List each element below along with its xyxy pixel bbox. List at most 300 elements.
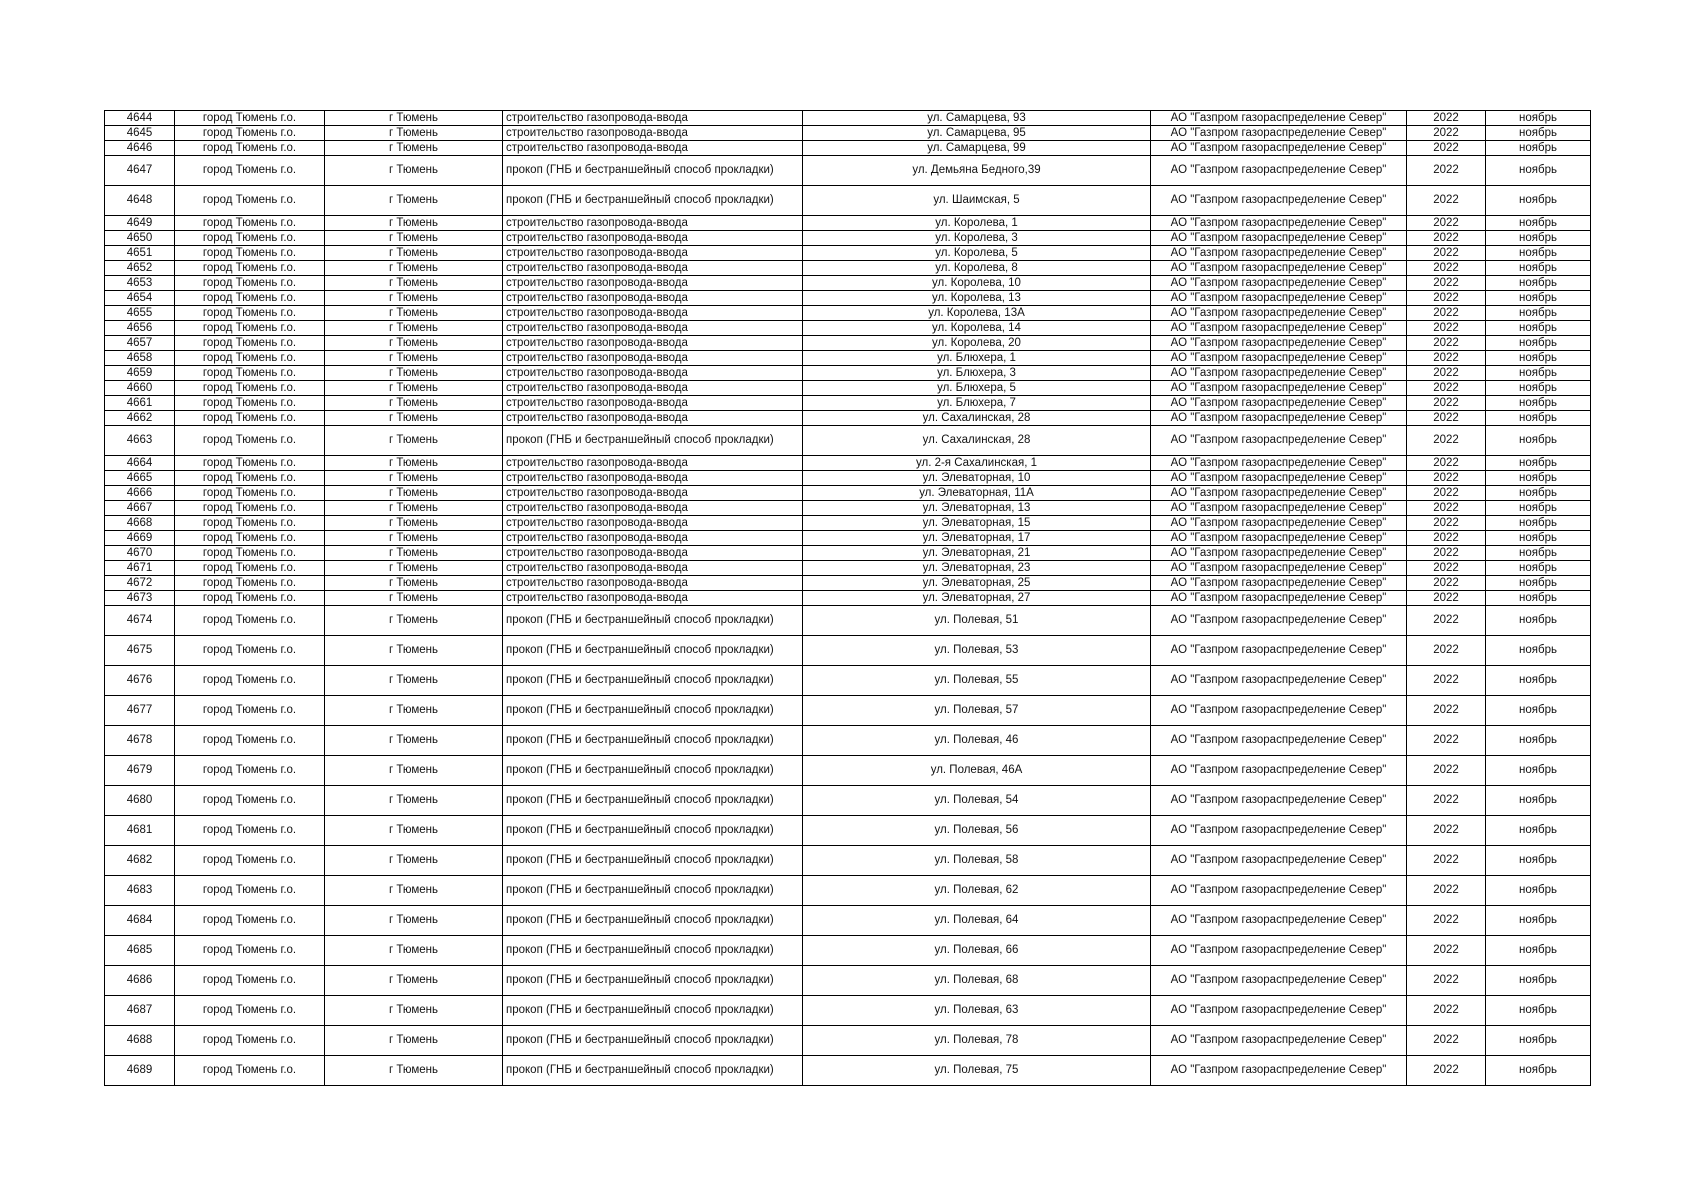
month-cell: ноябрь [1486, 561, 1591, 576]
year-cell: 2022 [1407, 726, 1486, 756]
month-cell: ноябрь [1486, 306, 1591, 321]
municipality-cell: город Тюмень г.о. [175, 291, 325, 306]
table-row [105, 366, 1591, 381]
month-cell: ноябрь [1486, 246, 1591, 261]
locality-cell: г Тюмень [325, 516, 503, 531]
month-cell: ноябрь [1486, 546, 1591, 561]
municipality-cell: город Тюмень г.о. [175, 396, 325, 411]
year-cell: 2022 [1407, 1026, 1486, 1056]
municipality-cell: город Тюмень г.о. [175, 1056, 325, 1086]
organization-cell: АО "Газпром газораспределение Север" [1151, 231, 1407, 246]
year-cell: 2022 [1407, 876, 1486, 906]
work-type-cell: прокоп (ГНБ и бестраншейный способ прокладки) [503, 936, 803, 966]
work-type-cell: строительство газопровода-ввода [503, 126, 803, 141]
table-row [105, 141, 1591, 156]
locality-cell: г Тюмень [325, 186, 503, 216]
table-row [105, 666, 1591, 696]
year-cell: 2022 [1407, 531, 1486, 546]
table-row [105, 816, 1591, 846]
year-cell: 2022 [1407, 396, 1486, 411]
row-number-cell: 4645 [105, 126, 175, 141]
locality-cell: г Тюмень [325, 666, 503, 696]
row-number-cell: 4670 [105, 546, 175, 561]
row-number-cell: 4659 [105, 366, 175, 381]
table-row [105, 786, 1591, 816]
organization-cell: АО "Газпром газораспределение Север" [1151, 996, 1407, 1026]
locality-cell: г Тюмень [325, 411, 503, 426]
municipality-cell: город Тюмень г.о. [175, 606, 325, 636]
address-cell: ул. Самарцева, 95 [803, 126, 1151, 141]
table-row [105, 696, 1591, 726]
municipality-cell: город Тюмень г.о. [175, 306, 325, 321]
locality-cell: г Тюмень [325, 306, 503, 321]
month-cell: ноябрь [1486, 381, 1591, 396]
row-number-cell: 4666 [105, 486, 175, 501]
month-cell: ноябрь [1486, 231, 1591, 246]
work-type-cell: строительство газопровода-ввода [503, 396, 803, 411]
locality-cell: г Тюмень [325, 501, 503, 516]
address-cell: ул. Блюхера, 3 [803, 366, 1151, 381]
table-row [105, 531, 1591, 546]
table-row [105, 306, 1591, 321]
row-number-cell: 4688 [105, 1026, 175, 1056]
organization-cell: АО "Газпром газораспределение Север" [1151, 846, 1407, 876]
locality-cell: г Тюмень [325, 816, 503, 846]
year-cell: 2022 [1407, 156, 1486, 186]
work-type-cell: строительство газопровода-ввода [503, 576, 803, 591]
locality-cell: г Тюмень [325, 456, 503, 471]
municipality-cell: город Тюмень г.о. [175, 591, 325, 606]
month-cell: ноябрь [1486, 336, 1591, 351]
locality-cell: г Тюмень [325, 321, 503, 336]
address-cell: ул. Полевая, 66 [803, 936, 1151, 966]
table-row [105, 156, 1591, 186]
address-cell: ул. Самарцева, 99 [803, 141, 1151, 156]
municipality-cell: город Тюмень г.о. [175, 486, 325, 501]
address-cell: ул. Блюхера, 1 [803, 351, 1151, 366]
locality-cell: г Тюмень [325, 876, 503, 906]
work-type-cell: строительство газопровода-ввода [503, 516, 803, 531]
work-type-cell: строительство газопровода-ввода [503, 336, 803, 351]
year-cell: 2022 [1407, 516, 1486, 531]
organization-cell: АО "Газпром газораспределение Север" [1151, 261, 1407, 276]
locality-cell: г Тюмень [325, 351, 503, 366]
row-number-cell: 4685 [105, 936, 175, 966]
row-number-cell: 4682 [105, 846, 175, 876]
table-row [105, 276, 1591, 291]
month-cell: ноябрь [1486, 531, 1591, 546]
table-body [105, 111, 1591, 1086]
table-row [105, 456, 1591, 471]
locality-cell: г Тюмень [325, 966, 503, 996]
municipality-cell: город Тюмень г.о. [175, 876, 325, 906]
row-number-cell: 4689 [105, 1056, 175, 1086]
address-cell: ул. Полевая, 62 [803, 876, 1151, 906]
locality-cell: г Тюмень [325, 276, 503, 291]
month-cell: ноябрь [1486, 186, 1591, 216]
month-cell: ноябрь [1486, 996, 1591, 1026]
municipality-cell: город Тюмень г.о. [175, 156, 325, 186]
row-number-cell: 4656 [105, 321, 175, 336]
year-cell: 2022 [1407, 486, 1486, 501]
month-cell: ноябрь [1486, 351, 1591, 366]
work-type-cell: прокоп (ГНБ и бестраншейный способ прокладки) [503, 906, 803, 936]
month-cell: ноябрь [1486, 906, 1591, 936]
month-cell: ноябрь [1486, 516, 1591, 531]
year-cell: 2022 [1407, 126, 1486, 141]
locality-cell: г Тюмень [325, 126, 503, 141]
organization-cell: АО "Газпром газораспределение Север" [1151, 501, 1407, 516]
organization-cell: АО "Газпром газораспределение Север" [1151, 111, 1407, 126]
row-number-cell: 4653 [105, 276, 175, 291]
organization-cell: АО "Газпром газораспределение Север" [1151, 426, 1407, 456]
address-cell: ул. Элеваторная, 25 [803, 576, 1151, 591]
work-type-cell: прокоп (ГНБ и бестраншейный способ прокладки) [503, 696, 803, 726]
organization-cell: АО "Газпром газораспределение Север" [1151, 966, 1407, 996]
address-cell: ул. Королева, 1 [803, 216, 1151, 231]
month-cell: ноябрь [1486, 321, 1591, 336]
row-number-cell: 4677 [105, 696, 175, 726]
address-cell: ул. Полевая, 46 [803, 726, 1151, 756]
address-cell: ул. Полевая, 78 [803, 1026, 1151, 1056]
work-type-cell: строительство газопровода-ввода [503, 216, 803, 231]
work-type-cell: строительство газопровода-ввода [503, 231, 803, 246]
municipality-cell: город Тюмень г.о. [175, 696, 325, 726]
work-type-cell: строительство газопровода-ввода [503, 531, 803, 546]
address-cell: ул. Полевая, 57 [803, 696, 1151, 726]
table-row [105, 606, 1591, 636]
work-type-cell: строительство газопровода-ввода [503, 261, 803, 276]
table-row [105, 561, 1591, 576]
organization-cell: АО "Газпром газораспределение Север" [1151, 816, 1407, 846]
month-cell: ноябрь [1486, 126, 1591, 141]
municipality-cell: город Тюмень г.о. [175, 666, 325, 696]
address-cell: ул. Полевая, 53 [803, 636, 1151, 666]
row-number-cell: 4658 [105, 351, 175, 366]
year-cell: 2022 [1407, 186, 1486, 216]
row-number-cell: 4673 [105, 591, 175, 606]
address-cell: ул. Элеваторная, 23 [803, 561, 1151, 576]
work-type-cell: строительство газопровода-ввода [503, 291, 803, 306]
municipality-cell: город Тюмень г.о. [175, 561, 325, 576]
table-row [105, 906, 1591, 936]
organization-cell: АО "Газпром газораспределение Север" [1151, 636, 1407, 666]
month-cell: ноябрь [1486, 876, 1591, 906]
municipality-cell: город Тюмень г.о. [175, 756, 325, 786]
municipality-cell: город Тюмень г.о. [175, 426, 325, 456]
row-number-cell: 4649 [105, 216, 175, 231]
locality-cell: г Тюмень [325, 591, 503, 606]
organization-cell: АО "Газпром газораспределение Север" [1151, 336, 1407, 351]
address-cell: ул. Королева, 14 [803, 321, 1151, 336]
organization-cell: АО "Газпром газораспределение Север" [1151, 291, 1407, 306]
municipality-cell: город Тюмень г.о. [175, 126, 325, 141]
month-cell: ноябрь [1486, 591, 1591, 606]
row-number-cell: 4686 [105, 966, 175, 996]
work-type-cell: строительство газопровода-ввода [503, 411, 803, 426]
organization-cell: АО "Газпром газораспределение Север" [1151, 306, 1407, 321]
year-cell: 2022 [1407, 1056, 1486, 1086]
gas-works-table [104, 110, 1591, 1086]
locality-cell: г Тюмень [325, 1026, 503, 1056]
row-number-cell: 4669 [105, 531, 175, 546]
work-type-cell: строительство газопровода-ввода [503, 246, 803, 261]
organization-cell: АО "Газпром газораспределение Север" [1151, 876, 1407, 906]
address-cell: ул. Полевая, 64 [803, 906, 1151, 936]
locality-cell: г Тюмень [325, 426, 503, 456]
year-cell: 2022 [1407, 291, 1486, 306]
work-type-cell: строительство газопровода-ввода [503, 471, 803, 486]
year-cell: 2022 [1407, 636, 1486, 666]
month-cell: ноябрь [1486, 426, 1591, 456]
month-cell: ноябрь [1486, 291, 1591, 306]
year-cell: 2022 [1407, 666, 1486, 696]
organization-cell: АО "Газпром газораспределение Север" [1151, 321, 1407, 336]
municipality-cell: город Тюмень г.о. [175, 1026, 325, 1056]
work-type-cell: строительство газопровода-ввода [503, 501, 803, 516]
address-cell: ул. Элеваторная, 10 [803, 471, 1151, 486]
work-type-cell: строительство газопровода-ввода [503, 486, 803, 501]
month-cell: ноябрь [1486, 141, 1591, 156]
locality-cell: г Тюмень [325, 156, 503, 186]
year-cell: 2022 [1407, 216, 1486, 231]
address-cell: ул. Блюхера, 5 [803, 381, 1151, 396]
municipality-cell: город Тюмень г.о. [175, 786, 325, 816]
row-number-cell: 4683 [105, 876, 175, 906]
locality-cell: г Тюмень [325, 636, 503, 666]
organization-cell: АО "Газпром газораспределение Север" [1151, 351, 1407, 366]
table-row [105, 396, 1591, 411]
municipality-cell: город Тюмень г.о. [175, 111, 325, 126]
table-row [105, 321, 1591, 336]
organization-cell: АО "Газпром газораспределение Север" [1151, 666, 1407, 696]
address-cell: ул. Сахалинская, 28 [803, 426, 1151, 456]
work-type-cell: прокоп (ГНБ и бестраншейный способ прокладки) [503, 156, 803, 186]
year-cell: 2022 [1407, 336, 1486, 351]
address-cell: ул. Королева, 13А [803, 306, 1151, 321]
locality-cell: г Тюмень [325, 486, 503, 501]
row-number-cell: 4672 [105, 576, 175, 591]
month-cell: ноябрь [1486, 666, 1591, 696]
organization-cell: АО "Газпром газораспределение Север" [1151, 126, 1407, 141]
year-cell: 2022 [1407, 411, 1486, 426]
year-cell: 2022 [1407, 561, 1486, 576]
work-type-cell: прокоп (ГНБ и бестраншейный способ прокладки) [503, 636, 803, 666]
table-row [105, 486, 1591, 501]
month-cell: ноябрь [1486, 366, 1591, 381]
locality-cell: г Тюмень [325, 936, 503, 966]
year-cell: 2022 [1407, 996, 1486, 1026]
locality-cell: г Тюмень [325, 786, 503, 816]
row-number-cell: 4648 [105, 186, 175, 216]
organization-cell: АО "Газпром газораспределение Север" [1151, 561, 1407, 576]
locality-cell: г Тюмень [325, 471, 503, 486]
table-row [105, 351, 1591, 366]
table-row [105, 546, 1591, 561]
year-cell: 2022 [1407, 966, 1486, 996]
table-row [105, 936, 1591, 966]
year-cell: 2022 [1407, 381, 1486, 396]
organization-cell: АО "Газпром газораспределение Север" [1151, 471, 1407, 486]
year-cell: 2022 [1407, 261, 1486, 276]
work-type-cell: прокоп (ГНБ и бестраншейный способ прокладки) [503, 786, 803, 816]
table-row [105, 1026, 1591, 1056]
row-number-cell: 4655 [105, 306, 175, 321]
address-cell: ул. Элеваторная, 21 [803, 546, 1151, 561]
organization-cell: АО "Газпром газораспределение Север" [1151, 936, 1407, 966]
locality-cell: г Тюмень [325, 396, 503, 411]
address-cell: ул. Сахалинская, 28 [803, 411, 1151, 426]
municipality-cell: город Тюмень г.о. [175, 636, 325, 666]
table-row [105, 996, 1591, 1026]
organization-cell: АО "Газпром газораспределение Север" [1151, 411, 1407, 426]
table-row [105, 591, 1591, 606]
municipality-cell: город Тюмень г.о. [175, 186, 325, 216]
organization-cell: АО "Газпром газораспределение Север" [1151, 246, 1407, 261]
address-cell: ул. Королева, 10 [803, 276, 1151, 291]
month-cell: ноябрь [1486, 966, 1591, 996]
municipality-cell: город Тюмень г.о. [175, 996, 325, 1026]
year-cell: 2022 [1407, 546, 1486, 561]
year-cell: 2022 [1407, 591, 1486, 606]
table-row [105, 516, 1591, 531]
table-row [105, 261, 1591, 276]
address-cell: ул. Королева, 20 [803, 336, 1151, 351]
year-cell: 2022 [1407, 246, 1486, 261]
locality-cell: г Тюмень [325, 531, 503, 546]
row-number-cell: 4651 [105, 246, 175, 261]
address-cell: ул. 2-я Сахалинская, 1 [803, 456, 1151, 471]
locality-cell: г Тюмень [325, 726, 503, 756]
table-row [105, 846, 1591, 876]
municipality-cell: город Тюмень г.о. [175, 456, 325, 471]
address-cell: ул. Полевая, 46А [803, 756, 1151, 786]
municipality-cell: город Тюмень г.о. [175, 336, 325, 351]
month-cell: ноябрь [1486, 696, 1591, 726]
table-row [105, 216, 1591, 231]
month-cell: ноябрь [1486, 1056, 1591, 1086]
table-row [105, 186, 1591, 216]
municipality-cell: город Тюмень г.о. [175, 246, 325, 261]
address-cell: ул. Элеваторная, 15 [803, 516, 1151, 531]
work-type-cell: прокоп (ГНБ и бестраншейный способ прокладки) [503, 996, 803, 1026]
table-row [105, 411, 1591, 426]
year-cell: 2022 [1407, 471, 1486, 486]
table-row [105, 246, 1591, 261]
municipality-cell: город Тюмень г.о. [175, 906, 325, 936]
year-cell: 2022 [1407, 756, 1486, 786]
work-type-cell: прокоп (ГНБ и бестраншейный способ прокладки) [503, 606, 803, 636]
address-cell: ул. Полевая, 51 [803, 606, 1151, 636]
work-type-cell: прокоп (ГНБ и бестраншейный способ прокладки) [503, 846, 803, 876]
row-number-cell: 4674 [105, 606, 175, 636]
table-row [105, 426, 1591, 456]
address-cell: ул. Полевая, 55 [803, 666, 1151, 696]
locality-cell: г Тюмень [325, 216, 503, 231]
organization-cell: АО "Газпром газораспределение Север" [1151, 1026, 1407, 1056]
month-cell: ноябрь [1486, 786, 1591, 816]
organization-cell: АО "Газпром газораспределение Север" [1151, 366, 1407, 381]
locality-cell: г Тюмень [325, 756, 503, 786]
row-number-cell: 4675 [105, 636, 175, 666]
year-cell: 2022 [1407, 936, 1486, 966]
municipality-cell: город Тюмень г.о. [175, 276, 325, 291]
month-cell: ноябрь [1486, 111, 1591, 126]
locality-cell: г Тюмень [325, 366, 503, 381]
organization-cell: АО "Газпром газораспределение Север" [1151, 186, 1407, 216]
municipality-cell: город Тюмень г.о. [175, 576, 325, 591]
table-row [105, 231, 1591, 246]
row-number-cell: 4662 [105, 411, 175, 426]
month-cell: ноябрь [1486, 261, 1591, 276]
work-type-cell: прокоп (ГНБ и бестраншейный способ прокладки) [503, 666, 803, 696]
year-cell: 2022 [1407, 321, 1486, 336]
organization-cell: АО "Газпром газораспределение Север" [1151, 546, 1407, 561]
work-type-cell: прокоп (ГНБ и бестраншейный способ прокладки) [503, 1026, 803, 1056]
municipality-cell: город Тюмень г.о. [175, 726, 325, 756]
year-cell: 2022 [1407, 501, 1486, 516]
municipality-cell: город Тюмень г.о. [175, 321, 325, 336]
table-row [105, 966, 1591, 996]
table-row [105, 1056, 1591, 1086]
table-row [105, 576, 1591, 591]
address-cell: ул. Элеваторная, 17 [803, 531, 1151, 546]
year-cell: 2022 [1407, 456, 1486, 471]
work-type-cell: прокоп (ГНБ и бестраншейный способ прокладки) [503, 1056, 803, 1086]
work-type-cell: прокоп (ГНБ и бестраншейный способ прокладки) [503, 876, 803, 906]
row-number-cell: 4654 [105, 291, 175, 306]
year-cell: 2022 [1407, 426, 1486, 456]
locality-cell: г Тюмень [325, 606, 503, 636]
month-cell: ноябрь [1486, 411, 1591, 426]
row-number-cell: 4680 [105, 786, 175, 816]
organization-cell: АО "Газпром газораспределение Север" [1151, 156, 1407, 186]
municipality-cell: город Тюмень г.о. [175, 816, 325, 846]
organization-cell: АО "Газпром газораспределение Север" [1151, 516, 1407, 531]
work-type-cell: прокоп (ГНБ и бестраншейный способ прокладки) [503, 726, 803, 756]
organization-cell: АО "Газпром газораспределение Север" [1151, 1056, 1407, 1086]
municipality-cell: город Тюмень г.о. [175, 261, 325, 276]
municipality-cell: город Тюмень г.о. [175, 471, 325, 486]
address-cell: ул. Элеваторная, 13 [803, 501, 1151, 516]
month-cell: ноябрь [1486, 846, 1591, 876]
locality-cell: г Тюмень [325, 291, 503, 306]
locality-cell: г Тюмень [325, 111, 503, 126]
municipality-cell: город Тюмень г.о. [175, 936, 325, 966]
row-number-cell: 4663 [105, 426, 175, 456]
locality-cell: г Тюмень [325, 246, 503, 261]
row-number-cell: 4676 [105, 666, 175, 696]
month-cell: ноябрь [1486, 606, 1591, 636]
month-cell: ноябрь [1486, 756, 1591, 786]
month-cell: ноябрь [1486, 726, 1591, 756]
locality-cell: г Тюмень [325, 846, 503, 876]
row-number-cell: 4687 [105, 996, 175, 1026]
month-cell: ноябрь [1486, 576, 1591, 591]
address-cell: ул. Королева, 5 [803, 246, 1151, 261]
work-type-cell: прокоп (ГНБ и бестраншейный способ прокладки) [503, 816, 803, 846]
municipality-cell: город Тюмень г.о. [175, 381, 325, 396]
work-type-cell: прокоп (ГНБ и бестраншейный способ прокладки) [503, 756, 803, 786]
month-cell: ноябрь [1486, 156, 1591, 186]
organization-cell: АО "Газпром газораспределение Север" [1151, 531, 1407, 546]
work-type-cell: строительство газопровода-ввода [503, 546, 803, 561]
municipality-cell: город Тюмень г.о. [175, 231, 325, 246]
locality-cell: г Тюмень [325, 381, 503, 396]
table-row [105, 126, 1591, 141]
work-type-cell: строительство газопровода-ввода [503, 276, 803, 291]
year-cell: 2022 [1407, 366, 1486, 381]
